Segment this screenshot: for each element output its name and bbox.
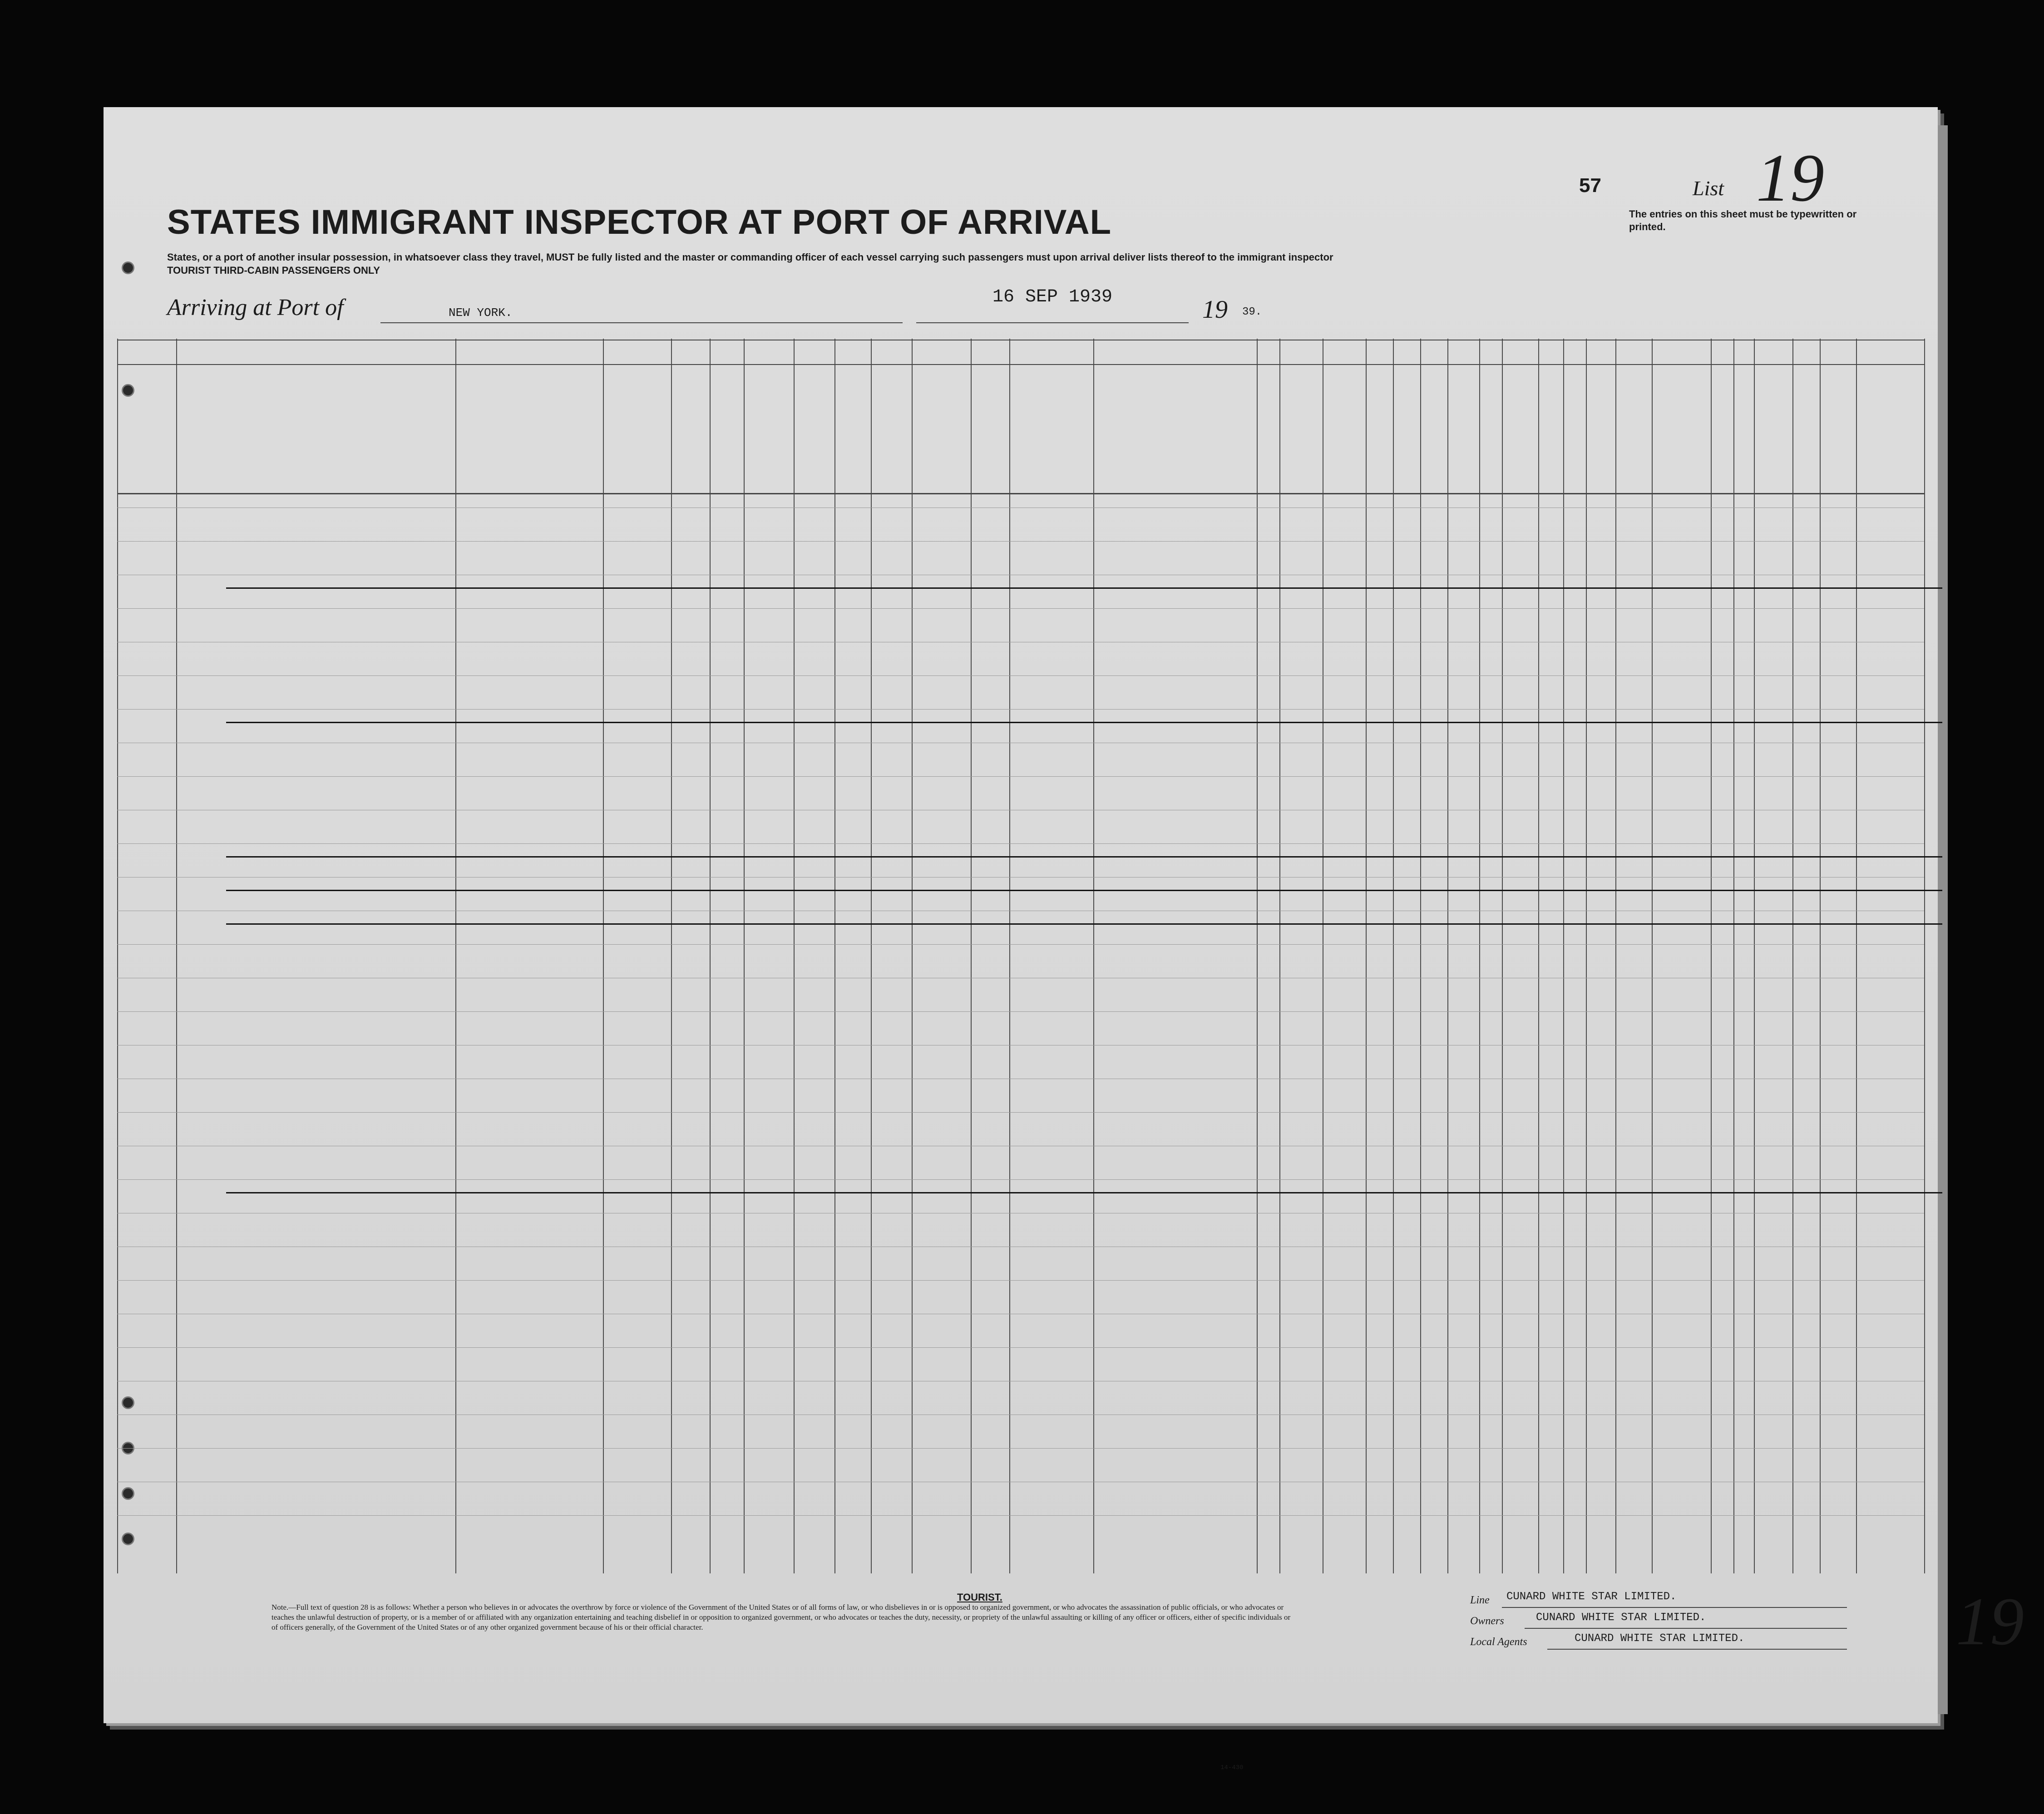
row-rule: [117, 944, 1924, 945]
column-rule: [1257, 339, 1258, 1573]
port-underline: [380, 322, 903, 323]
subtitle-instructions: States, or a port of another insular possession, in whatsoever class they travel, MUST be fully listed and the master or commanding officer of each vessel carrying such passengers must upon arrival deliver lists thereof to the immigrant inspector: [167, 251, 1333, 263]
row-rule: [117, 1112, 1924, 1113]
column-rule: [1009, 339, 1010, 1573]
form-number: 14-430: [1220, 1764, 1244, 1771]
column-rule: [794, 339, 795, 1573]
column-rule: [176, 339, 177, 1573]
strikethrough-line: [226, 856, 1942, 858]
column-rule: [971, 339, 972, 1573]
owners-label: Owners: [1470, 1615, 1504, 1627]
column-rule: [1479, 339, 1480, 1573]
column-rule: [603, 339, 604, 1573]
row-rule: [117, 675, 1924, 676]
column-rule: [1420, 339, 1421, 1573]
row-rule: [117, 1011, 1924, 1012]
column-rule: [117, 339, 118, 1573]
column-rule: [710, 339, 711, 1573]
tourist-label: TOURIST.: [957, 1592, 1002, 1603]
column-rule: [1924, 339, 1925, 1573]
strikethrough-line: [226, 890, 1942, 891]
question-28-note: Note.—Full text of question 28 is as follows: Whether a person who believes in or advocates the overthrow by force or violence of the Government of the United States or of all forms of law, or who disbelieves in or is opposed to organized government, or who advocates the assassination of public officials, or who advocates or teaches the unlawful destruction of property, or is a member of or affiliated with any organization entertaining and teaching disbelief in or opposition to organized government, or who advocates or teaches the duty, necessity, or propriety of the unlawful assaulting or killing of any officer or officers, either of specific individuals or of officers generally, of the Government of the United States or of any other organized government because of his or their official character.: [272, 1603, 1291, 1632]
column-rule: [1856, 339, 1857, 1573]
column-rule: [1279, 339, 1280, 1573]
row-rule: [117, 1280, 1924, 1281]
column-rule: [744, 339, 745, 1573]
column-rule: [1393, 339, 1394, 1573]
strikethrough-line: [226, 923, 1942, 925]
row-rule: [117, 1448, 1924, 1449]
column-rule: [1615, 339, 1616, 1573]
row-rule: [117, 608, 1924, 609]
subtitle-class: TOURIST THIRD-CABIN PASSENGERS ONLY: [167, 265, 380, 276]
line-stamp: CUNARD WHITE STAR LIMITED.: [1506, 1591, 1677, 1603]
date-underline: [916, 322, 1189, 323]
row-rule: [117, 541, 1924, 542]
line-label: Line: [1470, 1594, 1490, 1606]
punch-hole: [122, 1487, 134, 1500]
list-label: List: [1693, 177, 1724, 200]
column-rule: [912, 339, 913, 1573]
owners-underline: [1525, 1628, 1847, 1629]
arrival-date-stamp: 16 SEP 1939: [992, 287, 1113, 307]
page-title: STATES IMMIGRANT INSPECTOR AT PORT OF ARRIVAL: [167, 203, 1112, 242]
column-rule: [1502, 339, 1503, 1573]
column-rule: [834, 339, 835, 1573]
punch-hole: [122, 1396, 134, 1409]
column-rule: [1447, 339, 1448, 1573]
column-rule: [1820, 339, 1821, 1573]
owners-stamp: CUNARD WHITE STAR LIMITED.: [1536, 1612, 1706, 1624]
column-rule: [1538, 339, 1539, 1573]
column-rule: [1366, 339, 1367, 1573]
manifest-page: [104, 107, 2024, 1771]
column-rule: [1792, 339, 1793, 1573]
row-rule: [117, 843, 1924, 844]
list-number: 19: [1756, 140, 1824, 216]
strikethrough-line: [226, 1192, 1942, 1193]
row-rule: [117, 1347, 1924, 1348]
punch-hole: [122, 384, 134, 397]
column-number-rule: [117, 364, 1924, 365]
strikethrough-line: [226, 587, 1942, 589]
column-rule: [671, 339, 672, 1573]
year-value: 39.: [1242, 306, 1262, 318]
column-rule: [1711, 339, 1712, 1573]
line-underline: [1502, 1607, 1847, 1608]
column-rule: [1652, 339, 1653, 1573]
row-rule: [117, 776, 1924, 777]
arriving-label: Arriving at Port of: [167, 295, 344, 320]
agents-label: Local Agents: [1470, 1636, 1527, 1648]
column-rule: [1733, 339, 1734, 1573]
port-value: NEW YORK.: [449, 306, 513, 320]
punch-hole: [122, 261, 134, 274]
agents-underline: [1547, 1649, 1847, 1650]
punch-hole: [122, 1533, 134, 1545]
row-rule: [117, 709, 1924, 710]
row-rule: [117, 1515, 1924, 1516]
row-rule: [117, 1179, 1924, 1180]
column-rule: [1093, 339, 1094, 1573]
typewritten-instruction: The entries on this sheet must be typewritten or printed.: [1629, 208, 1857, 232]
strikethrough-line: [226, 722, 1942, 723]
page-number: 57: [1579, 174, 1601, 197]
column-rule: [1563, 339, 1564, 1573]
year-label: 19: [1202, 296, 1228, 324]
column-rule: [1586, 339, 1587, 1573]
agents-stamp: CUNARD WHITE STAR LIMITED.: [1575, 1632, 1745, 1645]
column-rule: [871, 339, 872, 1573]
header-bottom-rule: [117, 493, 1924, 494]
column-rule: [455, 339, 456, 1573]
page-edge: [1938, 125, 1948, 1714]
column-rule: [1754, 339, 1755, 1573]
handwritten-list-number: 19: [1956, 1584, 2024, 1659]
